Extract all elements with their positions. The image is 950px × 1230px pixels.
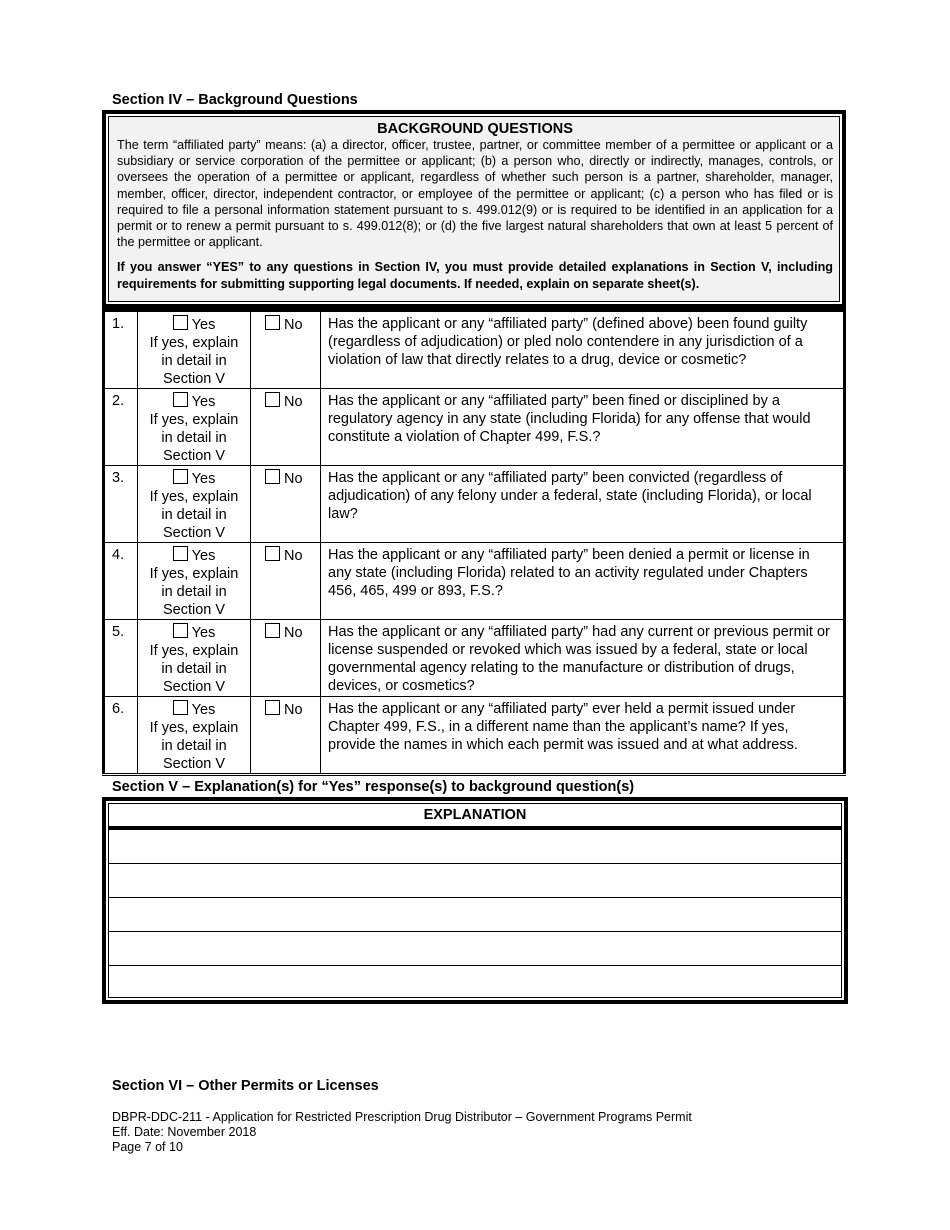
yes-label: Yes [191, 317, 216, 333]
explain-line-1: If yes, explain [149, 643, 239, 659]
question-number: 5. [104, 620, 138, 697]
explain-line-2: in detail in [161, 584, 227, 600]
no-label: No [284, 317, 303, 333]
question-text: Has the applicant or any “affiliated party” (defined above) been found guilty (regardless of adjudication) or pled nolo contendere in any jurisdiction of a violation of law that directly relates to a drug, device or cosmetic? [321, 310, 845, 389]
no-checkbox[interactable] [265, 392, 280, 407]
no-label: No [284, 471, 303, 487]
yes-checkbox[interactable] [173, 700, 188, 715]
yes-checkbox[interactable] [173, 315, 188, 330]
yes-answer-instruction: If you answer “YES” to any questions in Section IV, you must provide detailed explanations in Section V, including requirements for submitting supporting legal documents. If needed, explain on separate sheet(s). [117, 260, 833, 291]
question-text: Has the applicant or any “affiliated party” been fined or disciplined by a regulatory agency in any state (including Florida) for any offense that would constitute a violation of Chapter 499, F.S.? [321, 389, 845, 466]
explain-line-2: in detail in [161, 507, 227, 523]
question-number: 3. [104, 466, 138, 543]
yes-checkbox[interactable] [173, 392, 188, 407]
explain-line-1: If yes, explain [149, 335, 239, 351]
question-row-5 [104, 620, 845, 697]
yes-checkbox[interactable] [173, 546, 188, 561]
question-number: 6. [104, 697, 138, 775]
question-row-6 [104, 697, 845, 775]
explain-line-1: If yes, explain [149, 720, 239, 736]
no-cell [251, 620, 321, 697]
explain-line-1: If yes, explain [149, 412, 239, 428]
no-cell [251, 697, 321, 775]
question-text: Has the applicant or any “affiliated party” ever held a permit issued under Chapter 499, F.S., in a different name than the applicant’s name? If yes, provide the names in which each permit was issued and at what address. [321, 697, 845, 775]
no-label: No [284, 394, 303, 410]
explain-line-2: in detail in [161, 353, 227, 369]
explanation-line-4[interactable] [109, 932, 841, 966]
effective-date: Eff. Date: November 2018 [112, 1125, 257, 1139]
explain-line-3: Section V [162, 448, 226, 464]
no-label: No [284, 625, 303, 641]
page-number: Page 7 of 10 [112, 1140, 183, 1154]
question-text: Has the applicant or any “affiliated party” had any current or previous permit or license suspended or revoked which was issued by a federal, state or local governmental agency relating to the manufacture or distribution of drugs, devices, or cosmetics? [321, 620, 845, 697]
yes-checkbox[interactable] [173, 623, 188, 638]
explanation-line-1[interactable] [109, 830, 841, 864]
yes-cell [138, 543, 251, 620]
explanation-line-5[interactable] [109, 966, 841, 999]
explain-line-2: in detail in [161, 738, 227, 754]
no-checkbox[interactable] [265, 623, 280, 638]
section-vi-title: Section VI – Other Permits or Licenses [112, 1078, 379, 1094]
no-cell [251, 310, 321, 389]
no-cell [251, 389, 321, 466]
explain-line-2: in detail in [161, 661, 227, 677]
explain-line-3: Section V [162, 525, 226, 541]
background-questions-table [102, 308, 846, 776]
explain-line-1: If yes, explain [149, 566, 239, 582]
yes-cell [138, 697, 251, 775]
explanation-box [102, 797, 848, 1004]
yes-label: Yes [191, 394, 216, 410]
no-label: No [284, 702, 303, 718]
no-checkbox[interactable] [265, 700, 280, 715]
no-checkbox[interactable] [265, 469, 280, 484]
no-label: No [284, 548, 303, 564]
section-v-title: Section V – Explanation(s) for “Yes” response(s) to background question(s) [112, 779, 635, 795]
question-row-3 [104, 466, 845, 543]
explain-line-3: Section V [162, 756, 226, 772]
question-number: 2. [104, 389, 138, 466]
no-cell [251, 543, 321, 620]
explanation-line-2[interactable] [109, 864, 841, 898]
yes-checkbox[interactable] [173, 469, 188, 484]
explain-line-2: in detail in [161, 430, 227, 446]
question-text: Has the applicant or any “affiliated party” been convicted (regardless of adjudication) of any felony under a federal, state (including Florida), or local law? [321, 466, 845, 543]
explanation-line-3[interactable] [109, 898, 841, 932]
yes-cell [138, 466, 251, 543]
no-checkbox[interactable] [265, 315, 280, 330]
affiliated-party-definition: The term “affiliated party” means: (a) a director, officer, trustee, partner, or committee member of a permittee or applicant or a subsidiary or service corporation of the permittee or applicant; (b) a person who, directly or indirectly, manages, controls, or oversees the operation of a permittee or applicant, regardless of whether such person is a partner, shareholder, manager, member, officer, director, independent contractor, or employee of the permittee or applicant; (c) a person who has filed or is required to file a personal information statement pursuant to s. 499.012(9) or is required to be identified in an application for a permit or to renew a permit pursuant to s. 499.012(8); or (d) the five largest natural shareholders that own at least 5 percent of the permittee or applicant. [117, 138, 833, 250]
explain-line-1: If yes, explain [149, 489, 239, 505]
page-footer [112, 1110, 692, 1155]
explain-line-3: Section V [162, 602, 226, 618]
question-text: Has the applicant or any “affiliated party” been denied a permit or license in any state (including Florida) related to an activity regulated under Chapters 456, 465, 499 or 893, F.S.? [321, 543, 845, 620]
form-title: DBPR-DDC-211 - Application for Restricted Prescription Drug Distributor – Government Programs Permit [112, 1110, 692, 1124]
question-number: 1. [104, 310, 138, 389]
no-cell [251, 466, 321, 543]
no-checkbox[interactable] [265, 546, 280, 561]
explain-line-3: Section V [162, 679, 226, 695]
explanation-header: EXPLANATION [109, 804, 841, 830]
yes-cell [138, 310, 251, 389]
yes-label: Yes [191, 625, 216, 641]
yes-label: Yes [191, 702, 216, 718]
explain-line-3: Section V [162, 371, 226, 387]
yes-label: Yes [191, 471, 216, 487]
question-row-4 [104, 543, 845, 620]
background-questions-box [102, 110, 846, 308]
yes-cell [138, 620, 251, 697]
background-questions-header: BACKGROUND QUESTIONS [377, 121, 573, 137]
yes-cell [138, 389, 251, 466]
question-row-2 [104, 389, 845, 466]
section-iv-title: Section IV – Background Questions [112, 92, 358, 108]
question-row-1 [104, 310, 845, 389]
question-number: 4. [104, 543, 138, 620]
yes-label: Yes [191, 548, 216, 564]
